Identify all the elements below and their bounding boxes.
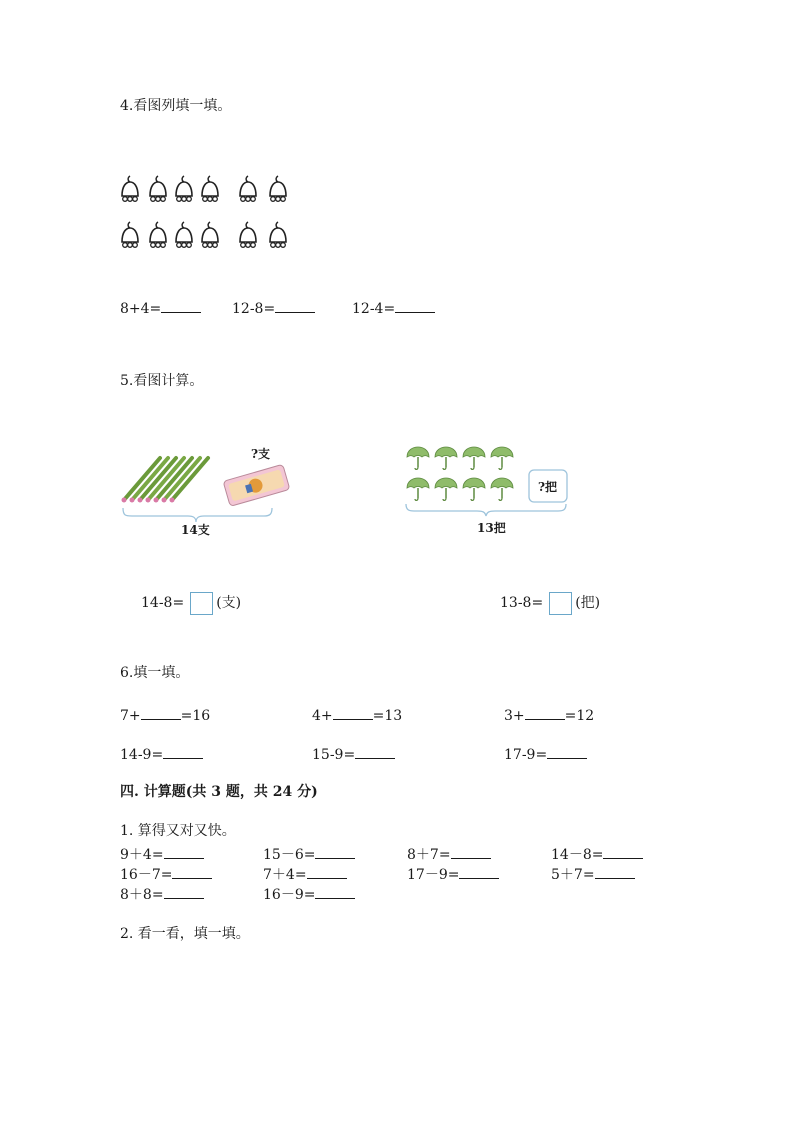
- answer-blank[interactable]: [163, 746, 203, 759]
- answer-blank[interactable]: [595, 866, 635, 879]
- calc-item: [407, 866, 499, 882]
- pencil-question-label: ?支: [251, 447, 271, 461]
- answer-blank[interactable]: [307, 866, 347, 879]
- equation-text: 16－7=: [120, 867, 173, 883]
- q6-fill-2: [312, 707, 402, 723]
- umbrella-question-label: ?把: [538, 480, 558, 494]
- equation-text: 12-8=: [232, 301, 276, 317]
- brace: [123, 508, 272, 522]
- umbrella-total-label: 13把: [477, 521, 506, 535]
- q6-title: 6.填一填。: [120, 665, 190, 681]
- answer-blank[interactable]: [395, 300, 435, 313]
- brace: [406, 504, 566, 516]
- answer-blank[interactable]: [141, 707, 181, 720]
- unit-label: (把): [575, 595, 601, 611]
- umbrella-row-1: [407, 447, 513, 469]
- q4-title: 4.看图列填一填。: [120, 98, 232, 114]
- q6-fill-1: [120, 707, 210, 723]
- equation-text: 13-8=: [500, 595, 544, 611]
- q6-fill-3: [504, 707, 594, 723]
- q5-equation-right: [500, 591, 600, 615]
- answer-blank[interactable]: [547, 746, 587, 759]
- equation-text: =12: [564, 708, 595, 724]
- calc-item: [120, 846, 204, 862]
- acorn-picture: [118, 170, 300, 258]
- equation-text: 14-8=: [141, 595, 185, 611]
- answer-blank[interactable]: [315, 846, 355, 859]
- unit-label: (支): [216, 595, 242, 611]
- answer-blank[interactable]: [355, 746, 395, 759]
- equation-text: 4+: [312, 708, 333, 724]
- answer-blank[interactable]: [315, 886, 355, 899]
- equation-text: =16: [180, 708, 211, 724]
- equation-text: 7＋4=: [263, 867, 307, 883]
- equation-text: 15-9=: [312, 747, 356, 763]
- equation-text: 14－8=: [551, 847, 604, 863]
- equation-text: 5＋7=: [551, 867, 595, 883]
- answer-blank[interactable]: [161, 300, 201, 313]
- answer-blank[interactable]: [451, 846, 491, 859]
- equation-text: 17－9=: [407, 867, 460, 883]
- answer-blank[interactable]: [164, 846, 204, 859]
- acorn-row-2: [122, 222, 286, 247]
- answer-blank[interactable]: [333, 707, 373, 720]
- q5-equation-left: [141, 591, 241, 615]
- equation-text: 8＋8=: [120, 887, 164, 903]
- calc-item: [120, 866, 212, 882]
- q4-equation-2: [232, 300, 315, 316]
- equation-text: 9＋4=: [120, 847, 164, 863]
- calc-item: [551, 846, 643, 862]
- pencil-total-label: 14支: [181, 523, 210, 537]
- equation-text: =13: [372, 708, 403, 724]
- calc-item: [120, 886, 204, 902]
- q4-equation-3: [352, 300, 435, 316]
- equation-text: 3+: [504, 708, 525, 724]
- answer-box[interactable]: [190, 592, 213, 615]
- answer-blank[interactable]: [525, 707, 565, 720]
- answer-box[interactable]: [549, 592, 572, 615]
- calc-item: [263, 866, 347, 882]
- q6-calc-2: [312, 746, 395, 762]
- pencil-case-icon: [223, 464, 290, 506]
- p2-title: 2. 看一看，填一填。: [120, 926, 250, 942]
- umbrella-row-2: [407, 478, 513, 500]
- equation-text: 16－9=: [263, 887, 316, 903]
- answer-blank[interactable]: [275, 300, 315, 313]
- pencils-picture: [118, 442, 308, 542]
- equation-text: 14-9=: [120, 747, 164, 763]
- equation-text: 17-9=: [504, 747, 548, 763]
- q5-title: 5.看图计算。: [120, 373, 204, 389]
- p1-title: 1. 算得又对又快。: [120, 823, 236, 839]
- equation-text: 15－6=: [263, 847, 316, 863]
- answer-blank[interactable]: [164, 886, 204, 899]
- equation-text: 8＋7=: [407, 847, 451, 863]
- equation-text: 12-4=: [352, 301, 396, 317]
- section-heading: 四. 计算题(共 3 题，共 24 分): [120, 784, 318, 800]
- calc-item: [551, 866, 635, 882]
- q6-calc-1: [120, 746, 203, 762]
- acorn-row-1: [122, 176, 286, 201]
- calc-item: [407, 846, 491, 862]
- q4-equation-1: [120, 300, 201, 316]
- calc-item: [263, 846, 355, 862]
- equation-text: 7+: [120, 708, 141, 724]
- answer-blank[interactable]: [459, 866, 499, 879]
- pencil-bundle: [122, 458, 209, 503]
- equation-text: 8+4=: [120, 301, 162, 317]
- answer-blank[interactable]: [603, 846, 643, 859]
- answer-blank[interactable]: [172, 866, 212, 879]
- calc-item: [263, 886, 355, 902]
- q6-calc-3: [504, 746, 587, 762]
